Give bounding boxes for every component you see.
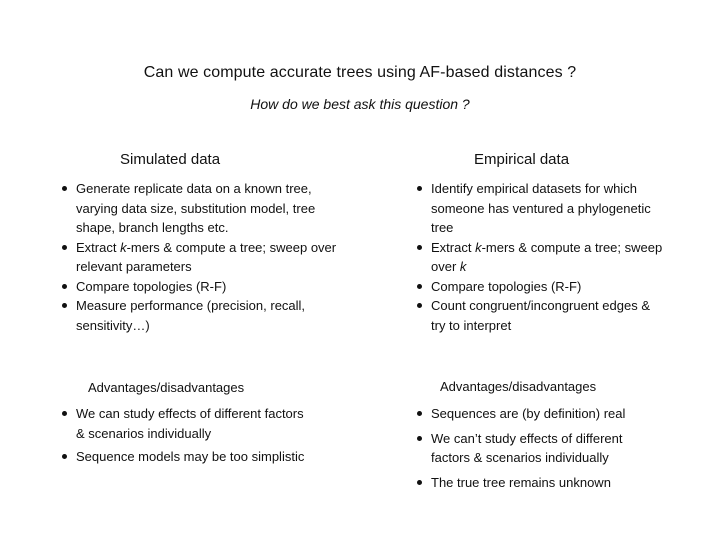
simulated-advantages-list	[60, 404, 310, 471]
list-item: We can’t study effects of different factors & scenarios individually	[415, 429, 665, 468]
list-item: The true tree remains unknown	[415, 473, 665, 493]
slide-subtitle: How do we best ask this question ?	[250, 96, 470, 112]
simulated-advantages-heading: Advantages/disadvantages	[88, 380, 245, 395]
list-item: Count congruent/incongruent edges & try to interpret	[415, 296, 665, 335]
list-item: Identify empirical datasets for which someone has ventured a phylogenetic tree	[415, 179, 665, 238]
empirical-advantages-heading: Advantages/disadvantages	[440, 379, 597, 394]
empirical-data-list	[415, 179, 665, 335]
simulated-data-heading: Simulated data	[120, 151, 221, 168]
list-item: Generate replicate data on a known tree, varying data size, substitution model, tree shape, branch lengths etc.	[60, 179, 350, 238]
list-item: Measure performance (precision, recall, sensitivity…)	[60, 296, 350, 335]
list-item: Sequences are (by definition) real	[415, 404, 665, 424]
empirical-advantages-list	[415, 404, 665, 497]
list-item: Compare topologies (R-F)	[60, 277, 350, 297]
list-item: Sequence models may be too simplistic	[60, 447, 310, 467]
empirical-data-heading: Empirical data	[474, 151, 570, 168]
simulated-data-list	[60, 179, 350, 335]
list-item: Compare topologies (R-F)	[415, 277, 665, 297]
list-item: Extract k-mers & compute a tree; sweep over k	[415, 238, 665, 277]
list-item: We can study effects of different factors & scenarios individually	[60, 404, 310, 443]
list-item: Extract k-mers & compute a tree; sweep over relevant parameters	[60, 238, 350, 277]
slide-title: Can we compute accurate trees using AF-based distances ?	[143, 64, 577, 81]
